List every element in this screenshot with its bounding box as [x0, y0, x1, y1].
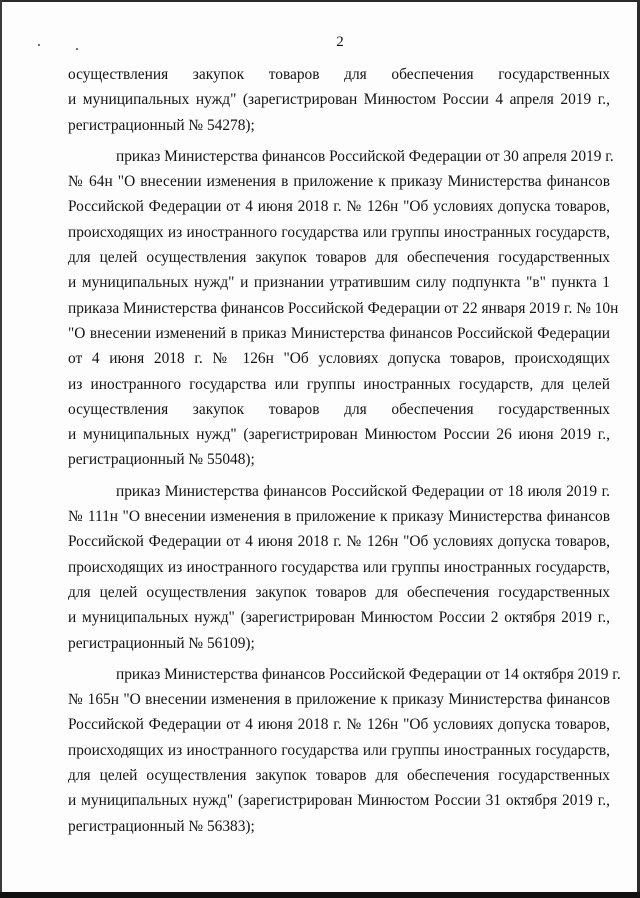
- text-line: "О внесении изменений в приказ Министерства финансов Российской Федерации: [68, 324, 610, 342]
- text-line: для целей осуществления закупок товаров для обеспечения государственных: [68, 767, 610, 785]
- text-line: происходящих из иностранного государства или группы иностранных государств,: [68, 223, 610, 241]
- paragraph: [68, 662, 621, 839]
- text-line: регистрационный № 55048);: [68, 451, 255, 469]
- text-line: приказ Министерства финансов Российской Федерации от 30 апреля 2019 г.: [116, 147, 614, 165]
- page-number: 2: [336, 34, 344, 50]
- text-line: № 64н "О внесении изменения в приложение к приказу Министерства финансов: [68, 173, 610, 191]
- text-line: регистрационный № 56109);: [68, 634, 255, 652]
- text-line: происходящих из иностранного государства или группы иностранных государств,: [68, 741, 610, 759]
- text-line: приказ Министерства финансов Российской Федерации от 14 октября 2019 г.: [116, 665, 621, 683]
- scan-edge-top: [0, 0, 640, 2]
- text-line: Российской Федерации от 4 июня 2018 г. № 126н "Об условиях допуска товаров,: [68, 198, 610, 216]
- text-line: № 165н "О внесении изменения в приложение к приказу Министерства финансов: [68, 691, 610, 709]
- text-line: регистрационный № 54278);: [68, 116, 255, 134]
- text-line: и муниципальных нужд" и признании утратившим силу подпункта "в" пункта 1: [68, 274, 610, 292]
- document-body: [68, 62, 621, 845]
- paragraph: [68, 144, 619, 473]
- paragraph: [68, 479, 610, 656]
- text-line: происходящих из иностранного государства или группы иностранных государств,: [68, 558, 610, 576]
- text-line: от 4 июня 2018 г. № 126н "Об условиях допуска товаров, происходящих: [68, 350, 610, 368]
- scan-edge-bottom: [0, 892, 640, 898]
- text-line: осуществления закупок товаров для обеспечения государственных: [68, 400, 610, 418]
- text-line: для целей осуществления закупок товаров для обеспечения государственных: [68, 249, 610, 267]
- text-line: № 111н "О внесении изменения в приложение к приказу Министерства финансов: [68, 508, 610, 526]
- text-line: Российской Федерации от 4 июня 2018 г. № 126н "Об условиях допуска товаров,: [68, 533, 610, 551]
- text-line: из иностранного государства или группы иностранных государств, для целей: [68, 375, 610, 393]
- text-line: и муниципальных нужд" (зарегистрирован Минюстом России 2 октября 2019 г.,: [68, 609, 610, 627]
- text-line: для целей осуществления закупок товаров для обеспечения государственных: [68, 583, 610, 601]
- text-line: регистрационный № 56383);: [68, 817, 255, 835]
- text-line: и муниципальных нужд" (зарегистрирован Минюстом России 4 апреля 2019 г.,: [68, 91, 610, 109]
- text-line: и муниципальных нужд" (зарегистрирован Минюстом России 31 октября 2019 г.,: [68, 792, 610, 810]
- scan-edge-left: [0, 0, 2, 898]
- paragraph: [68, 62, 610, 138]
- text-line: осуществления закупок товаров для обеспечения государственных: [68, 66, 610, 83]
- text-line: и муниципальных нужд" (зарегистрирован Минюстом России 26 июня 2019 г.,: [68, 426, 610, 444]
- text-line: Российской Федерации от 4 июня 2018 г. № 126н "Об условиях допуска товаров,: [68, 716, 610, 734]
- text-line: приказ Министерства финансов Российской Федерации от 18 июля 2019 г.: [116, 482, 610, 500]
- text-line: приказа Министерства финансов Российской Федерации от 22 января 2019 г. № 10н: [68, 299, 619, 317]
